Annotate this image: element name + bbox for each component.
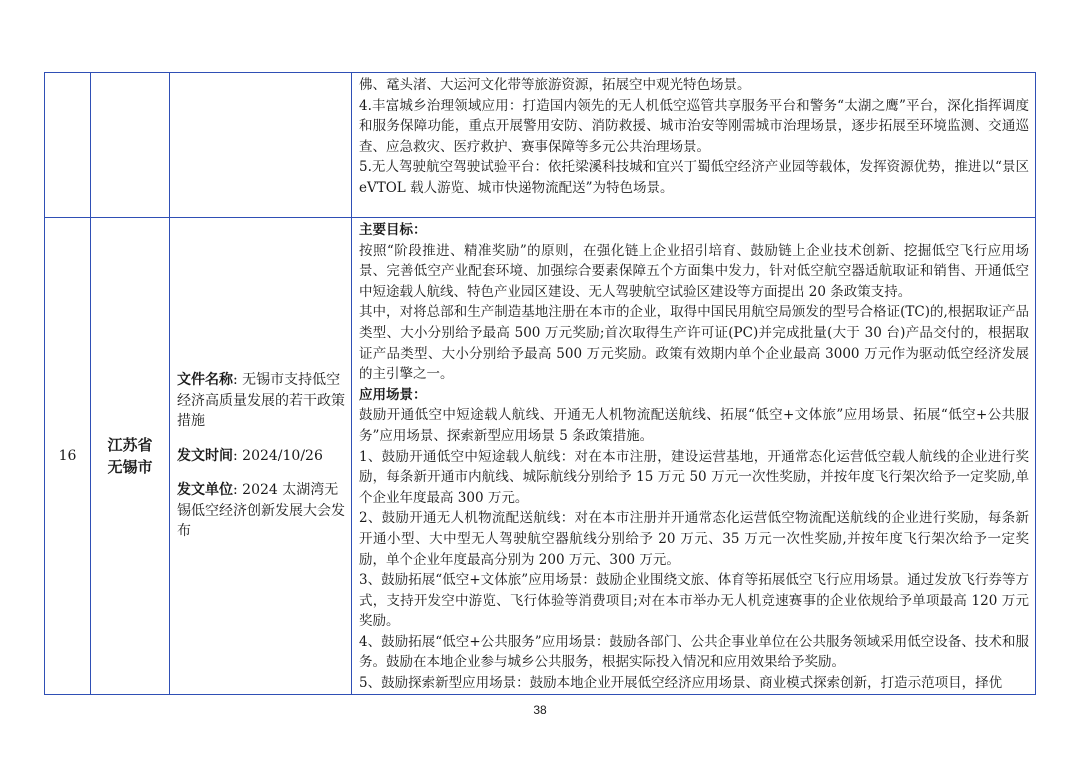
meta-value: 无锡市支持低空经济高质量发展的若干政策措施 (177, 372, 345, 430)
paragraph: 2、鼓励开通无人机物流配送航线：对在本市注册并开通常态化运营低空物流配送航线的企业进行奖励，每条新开通小型、大中型无人驾驶航空器航线分别给予 20 万元、35 万元一次性奖励,并按年度飞行架次给予一定奖励，单个企业年度最高分别为 200 万元、300 万元。 (359, 510, 1029, 568)
region-line: 无锡市 (107, 457, 153, 476)
meta-cell (170, 73, 352, 218)
section-heading: 应用场景： (359, 386, 427, 403)
policy-table (44, 72, 1036, 695)
table-row (45, 218, 1036, 695)
paragraph: 1、鼓励开通低空中短途载人航线：对在本市注册，建设运营基地，开通常态化运营低空载人航线的企业进行奖励，每条新开通市内航线、城际航线分别给予 15 万元 50 万元一次性奖励，并按年度飞行架次给予一定奖励,单个企业年度最高 300 万元。 (359, 448, 1029, 506)
meta-value: 2024/10/26 (242, 447, 323, 464)
paragraph: 4、鼓励拓展“低空+公共服务”应用场景：鼓励各部门、公共企事业单位在公共服务领域采用低空设备、技术和服务。鼓励在本地企业参与城乡公共服务，根据实际投入情况和应用效果给予奖励。 (359, 633, 1029, 671)
paragraph: 5、鼓励探索新型应用场景：鼓励本地企业开展低空经济应用场景、商业模式探索创新，打造示范项目，择优 (359, 675, 1003, 692)
paragraph: 5.无人驾驶航空驾驶试验平台：依托梁溪科技城和宜兴丁蜀低空经济产业园等载体，发挥资源优势，推进以“景区 eVTOL 载人游览、城市快递物流配送”为特色场景。 (359, 159, 1029, 196)
region-cell (91, 218, 170, 695)
meta-separator: : (233, 482, 243, 499)
content-cell (352, 73, 1036, 218)
paragraph: 其中，对将总部和生产制造基地注册在本市的企业，取得中国民用航空局颁发的型号合格证(TC)的,根据取证产品类型、大小分别给予最高 500 万元奖励;首次取得生产许可证(PC)并完成批量(大于 30 台)产品交付的，根据取证产品类型、大小分别给予最高 500 万元奖励。政策有效期内单个企业最高 3000 万元作为驱动低空经济发展的主引擎之一。 (359, 304, 1029, 383)
paragraph: 佛、鼋头渚、大运河文化带等旅游资源，拓展空中观光特色场景。 (359, 77, 751, 93)
paragraph: 鼓励开通低空中短途载人航线、开通无人机物流配送航线、拓展“低空+文体旅”应用场景、拓展“低空+公共服务”应用场景、探索新型应用场景 5 条政策措施。 (359, 407, 1029, 444)
meta-entry (177, 480, 345, 542)
page-number: 38 (533, 703, 547, 717)
section-heading: 主要目标： (359, 222, 427, 238)
meta-label: 发文单位 (177, 482, 233, 499)
paragraph: 3、鼓励拓展“低空+文体旅”应用场景：鼓励企业围绕文旅、体育等拓展低空飞行应用场景。通过发放飞行券等方式，支持开发空中游览、飞行体验等消费项目;对在本市举办无人机竞速赛事的企业依规给予单项最高 120 万元奖励。 (359, 572, 1029, 630)
paragraph: 4.丰富城乡治理领域应用：打造国内领先的无人机低空巡管共享服务平台和警务“太湖之鹰”平台，深化指挥调度和服务保障功能，重点开展警用安防、消防救援、城市治安等刚需城市治理场景，逐步拓展至环境监测、交通巡查、应急救灾、医疗救护、赛事保障等多元公共治理场景。 (359, 97, 1029, 155)
meta-separator: : (233, 372, 243, 389)
meta-entry (177, 446, 345, 467)
region-line: 江苏省 (107, 435, 153, 454)
row-number: 16 (45, 218, 91, 695)
paragraph: 按照“阶段推进、精准奖励”的原则，在强化链上企业招引培育、鼓励链上企业技术创新、挖掘低空飞行应用场景、完善低空产业配套环境、加强综合要素保障五个方面集中发力，针对低空航空器适航取证和销售、开通低空中短途载人航线、特色产业园区建设、无人驾驶航空试验区建设等方面提出 20 条政策支持。 (359, 242, 1029, 300)
region-cell (91, 73, 170, 218)
meta-separator: : (233, 447, 243, 464)
meta-label: 发文时间 (177, 447, 233, 464)
meta-entry (177, 370, 345, 432)
row-number (45, 73, 91, 218)
table-row (45, 73, 1036, 218)
content-cell (352, 218, 1036, 695)
meta-value: 2024 太湖湾无锡低空经济创新发展大会发布 (177, 482, 345, 540)
meta-cell (170, 218, 352, 695)
meta-label: 文件名称 (177, 372, 233, 389)
